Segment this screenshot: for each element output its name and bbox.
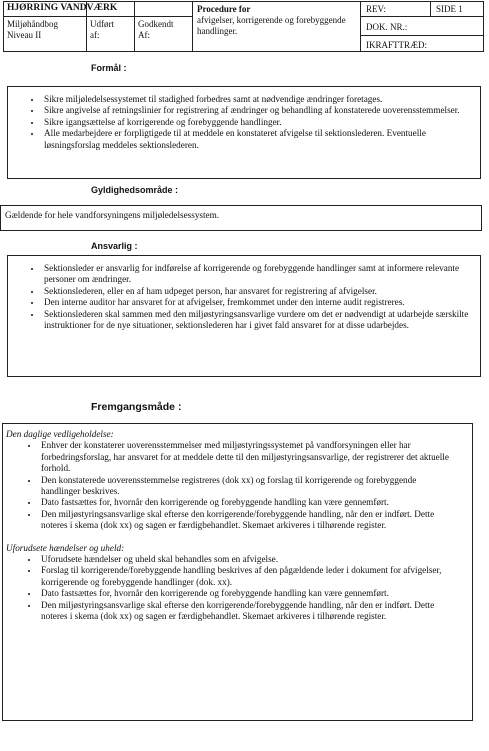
udfort-label: Udført af: — [90, 19, 114, 40]
list-item: • Den miljøstyringsansvarlige skal efterse den korrigerende/forebyggende handling, når den er indført. Dette noteres i skema (dok xx) og sagen er færdigbehandlet. Skemaet arkiveres i tilhørende register. — [39, 600, 456, 623]
list-item: • Alle medarbejdere er forpligtigede til at meddele en konstateret afvigelse til sektionslederen. Eventuelle løsningsforslag meddeles sektionslederen. — [42, 128, 472, 151]
list-item: • Sektionslederen, eller en af ham udpeget person, har ansvaret for registrering af afvigelser. — [42, 286, 472, 297]
daily-maintenance-list — [3, 440, 472, 531]
godkendt-label: Godkendt Af: — [138, 19, 174, 40]
daily-maintenance-heading: Den daglige vedligeholdelse: — [6, 429, 114, 439]
scope-text: Gældende for hele vandforsyningens miljøledelsessystem. — [5, 210, 220, 220]
purpose-list — [8, 94, 480, 151]
list-item: • Den konstaterede uoverensstemmelse registreres (dok xx) og forslag til korrigerende og forebyggende handlinger beskrives. — [39, 475, 456, 498]
list-item: • Dato fastsættes for, hvornår den korrigerende og forebyggende handling kan være gennemført. — [39, 588, 456, 599]
responsible-heading: Ansvarlig : — [91, 241, 138, 251]
list-item: • Sikre miljøledelsessystemet til stadighed forbedres samt at nødvendige ændringer foretages. — [42, 94, 472, 105]
purpose-heading: Formål : — [91, 63, 127, 73]
procedure-box — [2, 423, 473, 721]
rev-label: REV: — [366, 4, 386, 14]
list-item: • Den interne auditor har ansvaret for at afvigelser, fremkommet under den interne audit registreres. — [42, 297, 472, 308]
scope-heading: Gyldighedsområde : — [91, 185, 179, 195]
document-header — [3, 1, 484, 52]
company-name: HJØRRING VANDVÆRK — [7, 3, 118, 13]
responsible-list — [8, 263, 480, 331]
handbook-label: Miljøhåndbog Niveau II — [7, 19, 58, 40]
purpose-box — [7, 86, 481, 179]
list-item: • Dato fastsættes for, hvornår den korrigerende og forebyggende handling kan være gennemført. — [39, 497, 456, 508]
responsible-box — [7, 255, 481, 377]
procedure-title: Procedure for afvigelser, korrigerende og forebyggende handlinger. — [197, 4, 346, 36]
unforeseen-events-list — [3, 554, 472, 622]
list-item: • Forslag til korrigerende/forebyggende handling beskrives af den pågældende leder i dokument for afvigelser, korrigerende og forebyggende handlinger (dok. xx). — [39, 565, 456, 588]
unforeseen-events-heading: Uforudsete hændelser og uheld: — [6, 542, 125, 553]
procedure-heading: Fremgangsmåde : — [91, 401, 182, 413]
page-number: SIDE 1 — [436, 4, 463, 14]
list-item: • Sikre angivelse af retningslinier for registrering af ændringer og behandling af konstaterede uoverensstemmelser. — [42, 105, 472, 116]
list-item: • Sektionslederen skal sammen med den miljøstyringsansvarlige vurdere om det er nødvendigt at udarbejde særskilte instruktioner for de nye situationer, sektionslederen har i givet fald ansvaret for at disse udarbejdes. — [42, 309, 472, 332]
scope-box — [0, 205, 482, 231]
list-item: • Den miljøstyringsansvarlige skal efterse den korrigerende/forebyggende handling, når den er indført. Dette noteres i skema (dok xx) og sagen er færdigbehandlet. Skemaet arkiveres i tilhørende register. — [39, 509, 456, 532]
list-item: • Sektionsleder er ansvarlig for indførelse af korrigerende og forebyggende handlinger samt at informere relevante personer om ændringer. — [42, 263, 472, 286]
doc-number-label: DOK. NR.: — [366, 22, 408, 32]
list-item: • Sikre igangsættelse af korrigerende og forebyggende handlinger. — [42, 117, 472, 128]
effective-date-label: IKRAFTTRÆD: — [366, 40, 428, 50]
list-item: • Enhver der konstaterer uoverensstemmelser med miljøstyringssystemet på vandforsyningen eller har forbedringsforslag, har ansvaret for at meddele dette til den miljøstyringsansvarlige, der registrerer det aktuelle forhold. — [39, 440, 456, 474]
list-item: • Uforudsete hændelser og uheld skal behandles som en afvigelse. — [39, 554, 456, 565]
